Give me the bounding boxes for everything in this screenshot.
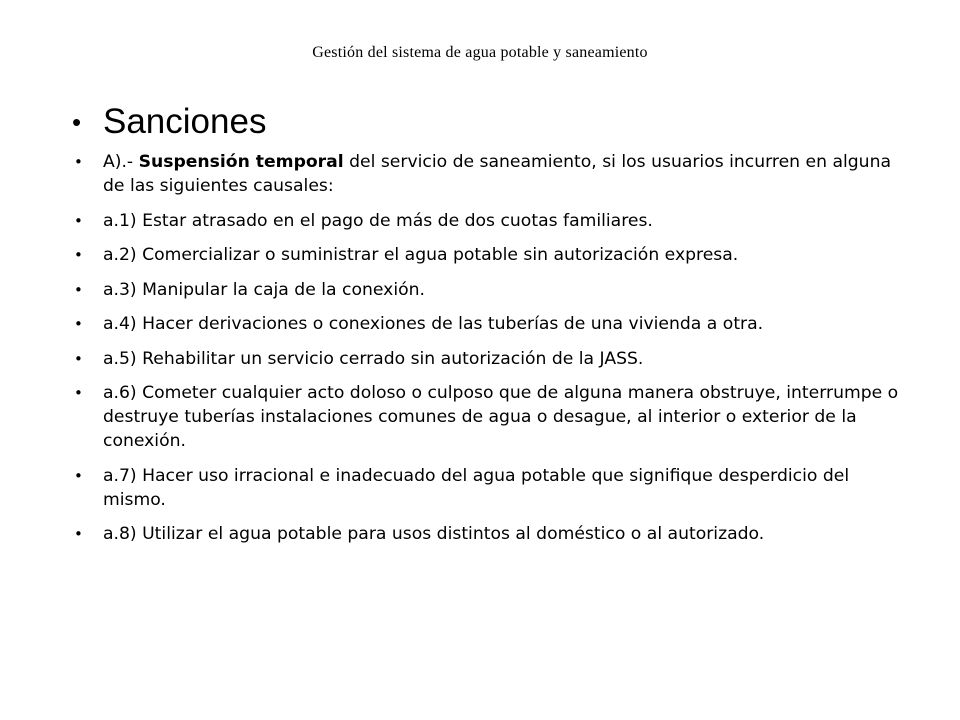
- list-item-a3: [60, 278, 910, 302]
- bullet-icon: •: [74, 466, 83, 485]
- list-item-a2: [60, 243, 910, 267]
- item-bold-text: Suspensión temporal: [138, 152, 344, 172]
- slide-content: [60, 98, 910, 557]
- bullet-icon: •: [74, 280, 83, 299]
- list-item-a6: [60, 381, 910, 453]
- heading-text: Sanciones: [103, 102, 267, 141]
- item-text: a.8) Utilizar el agua potable para usos distintos al doméstico o al autorizado.: [103, 524, 765, 544]
- section-heading: [60, 98, 910, 146]
- item-text: a.6) Cometer cualquier acto doloso o culposo que de alguna manera obstruye, interrumpe o destruye tuberías instalaciones comunes de agua o desague, al interior o exterior de la conexión.: [103, 383, 899, 451]
- item-text: a.7) Hacer uso irracional e inadecuado del agua potable que signifique desperdicio del mismo.: [103, 465, 850, 510]
- bullet-icon: •: [74, 315, 83, 333]
- bullet-icon: •: [74, 211, 83, 230]
- bullet-icon: •: [74, 153, 83, 171]
- list-item-a7: [60, 464, 910, 512]
- bullet-icon: •: [74, 246, 83, 264]
- list-item-a1: [60, 209, 910, 233]
- list-item-a: [60, 150, 910, 198]
- list-item-a4: [60, 312, 910, 336]
- bullet-icon: •: [74, 349, 83, 368]
- list-item-a5: [60, 347, 910, 371]
- list-item-a8: [60, 522, 910, 546]
- bullet-icon: •: [74, 525, 83, 543]
- item-text: a.4) Hacer derivaciones o conexiones de las tuberías de una vivienda a otra.: [103, 314, 764, 334]
- sanction-list: [60, 150, 910, 546]
- item-prefix: A).-: [103, 152, 139, 172]
- item-text: a.5) Rehabilitar un servicio cerrado sin autorización de la JASS.: [103, 348, 644, 369]
- bullet-icon: •: [74, 384, 83, 402]
- item-text: a.2) Comercializar o suministrar el agua potable sin autorización expresa.: [103, 245, 739, 265]
- item-rest-text: del servicio de saneamiento, si los usuarios incurren en alguna de las siguientes causales:: [103, 152, 892, 196]
- slide-title: Gestión del sistema de agua potable y saneamiento: [312, 44, 648, 61]
- bullet-icon: •: [72, 107, 82, 137]
- item-text: a.3) Manipular la caja de la conexión.: [103, 279, 425, 300]
- item-text: a.1) Estar atrasado en el pago de más de dos cuotas familiares.: [103, 210, 653, 231]
